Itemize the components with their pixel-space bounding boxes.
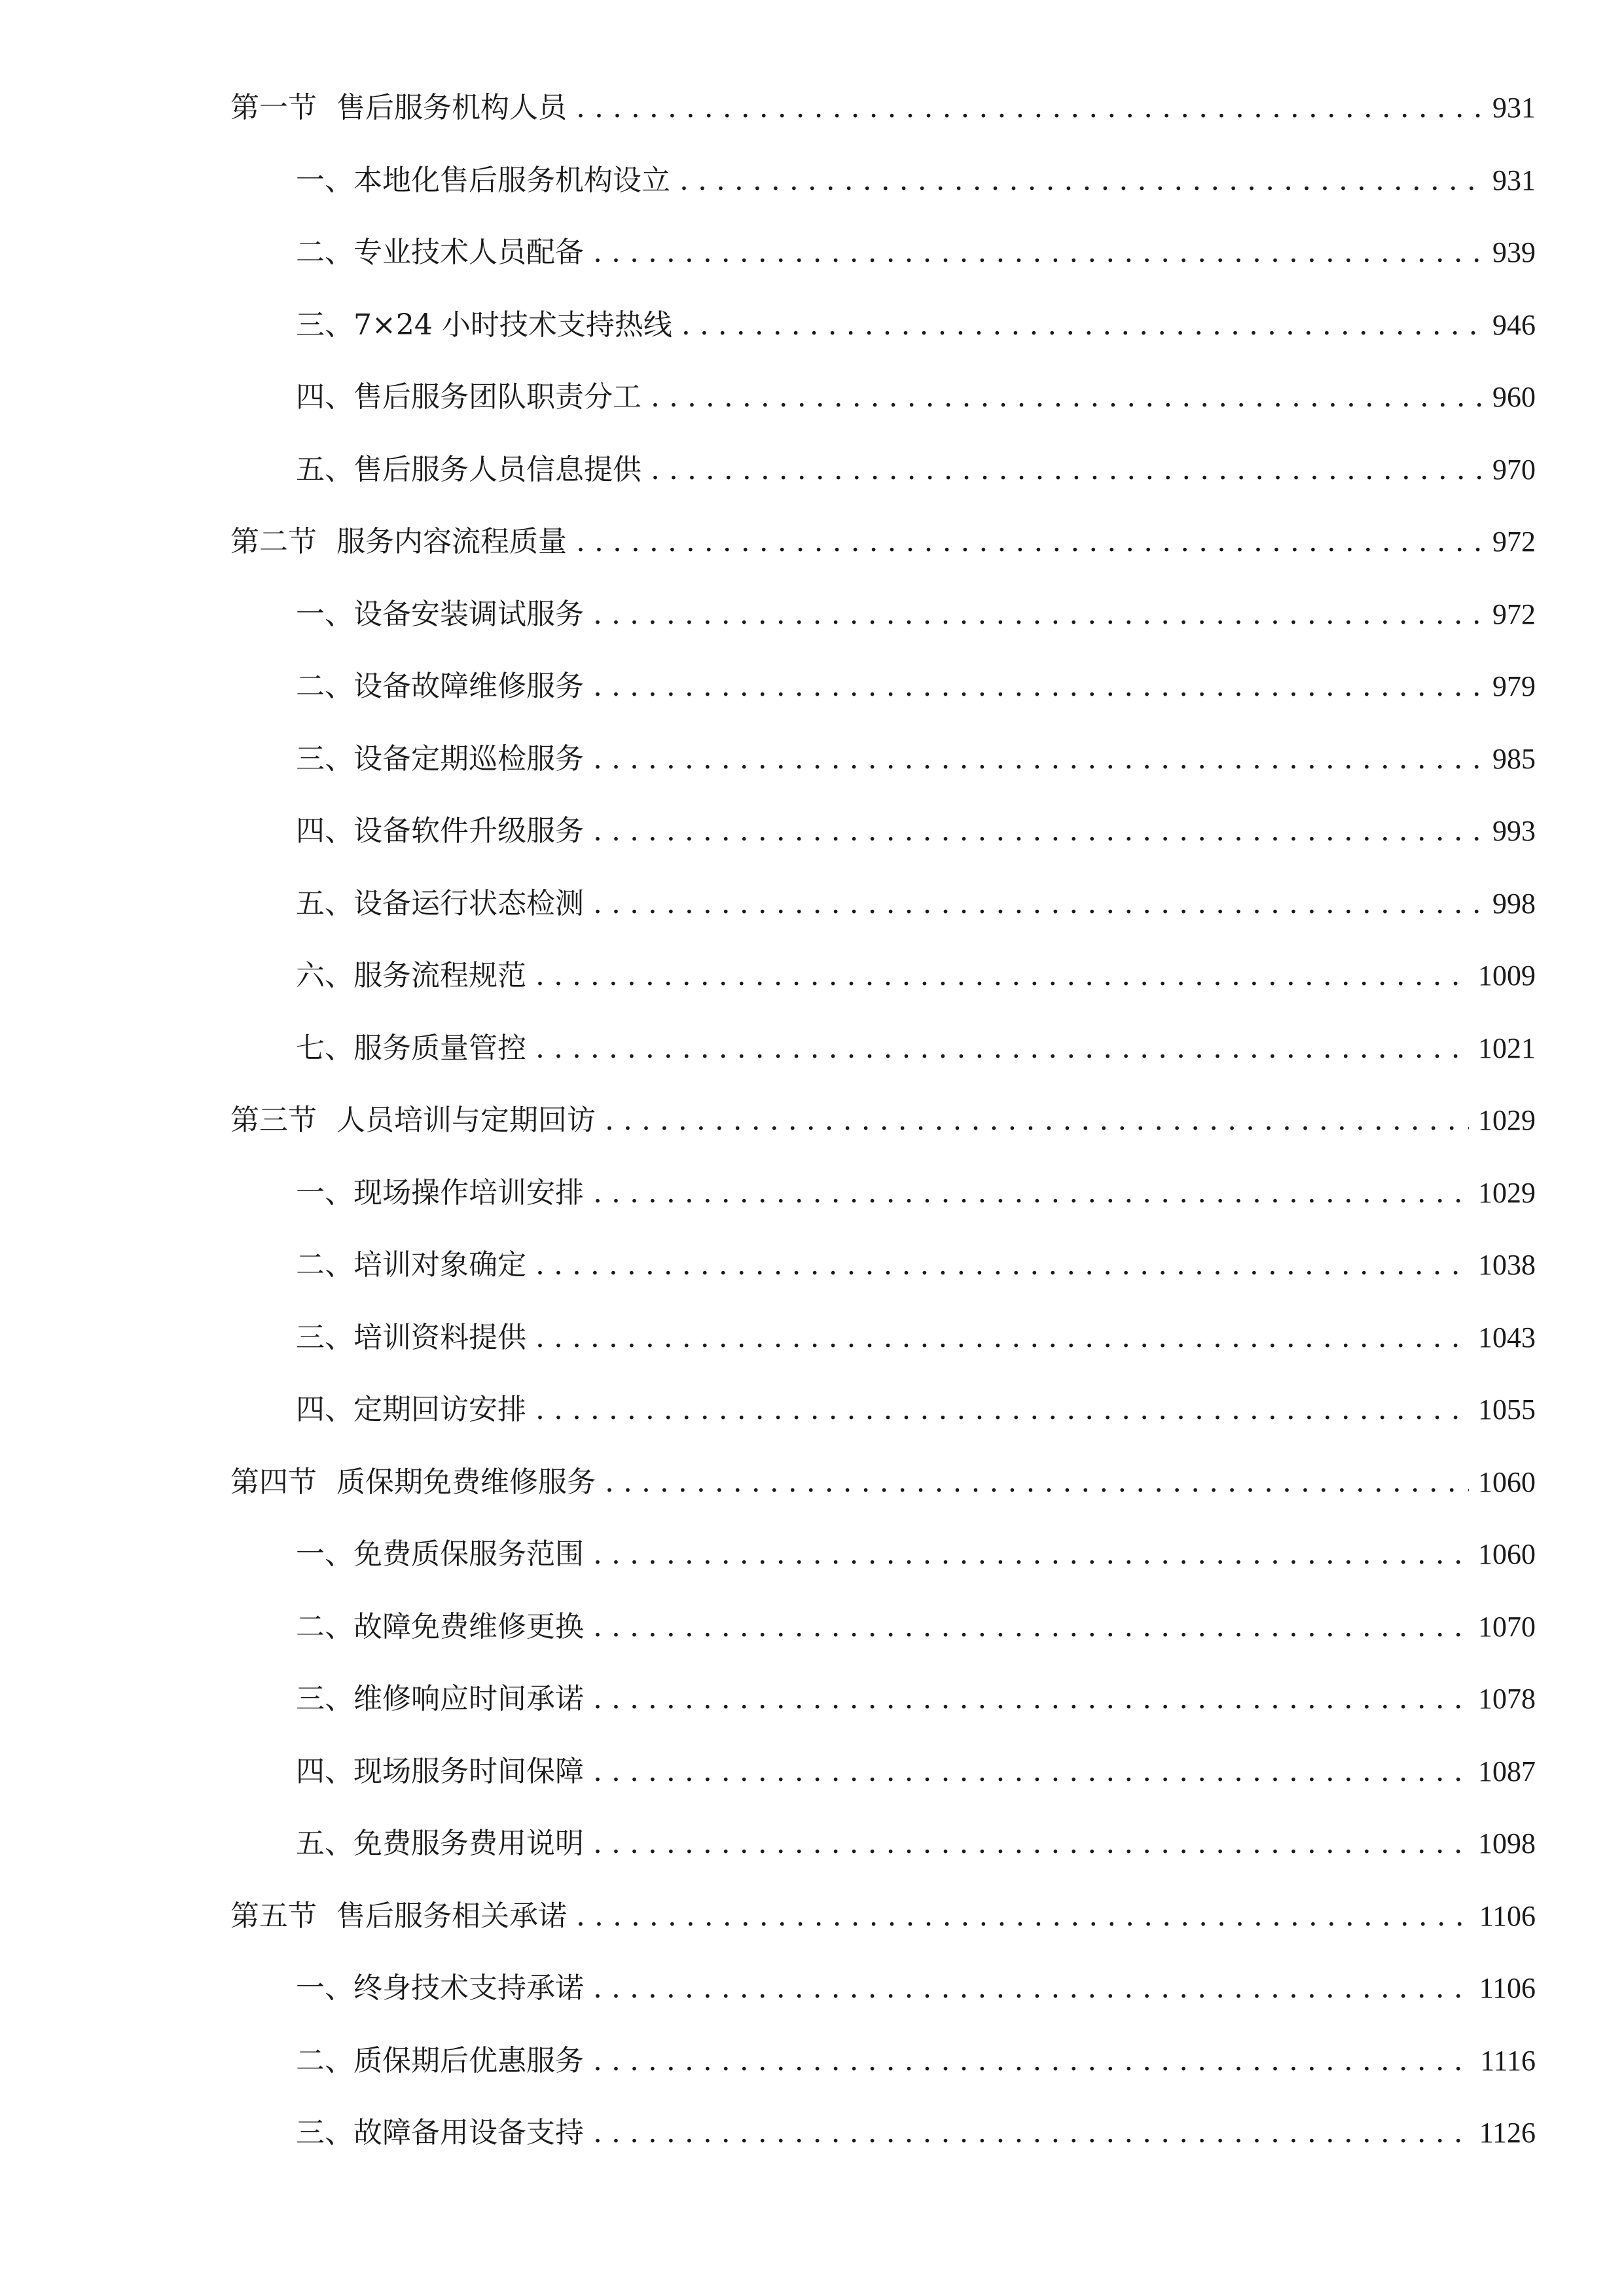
toc-entry-title: 售后服务团队职责分工 <box>353 380 641 414</box>
toc-entry-title: 服务流程规范 <box>353 959 526 992</box>
toc-entry-title: 培训对象确定 <box>353 1248 526 1282</box>
toc-entry-title: 故障免费维修更换 <box>353 1609 584 1643</box>
toc-entry-number: 二、 <box>296 1248 353 1282</box>
dot-leader <box>593 1971 1470 2005</box>
toc-entry-page-number: 1029 <box>1478 1104 1536 1136</box>
dot-leader <box>593 1755 1469 1788</box>
toc-entry-number: 二、 <box>296 236 353 269</box>
toc-entry-page-number: 998 <box>1492 887 1536 920</box>
toc-entry-title: 设备安装调试服务 <box>353 597 584 631</box>
toc-subsection-entry[interactable] <box>230 952 1536 1024</box>
dot-leader <box>593 598 1483 631</box>
dot-leader <box>576 91 1483 124</box>
toc-subsection-entry[interactable] <box>230 735 1536 808</box>
toc-entry-page-number: 931 <box>1492 92 1536 124</box>
toc-subsection-entry[interactable] <box>230 2037 1536 2109</box>
toc-subsection-entry[interactable] <box>230 880 1536 952</box>
toc-entry-title: 免费服务费用说明 <box>353 1827 584 1860</box>
toc-entry-title: 培训资料提供 <box>353 1320 526 1354</box>
table-of-contents <box>230 84 1536 2181</box>
toc-subsection-entry[interactable] <box>230 1169 1536 1242</box>
toc-entry-title: 终身技术支持承诺 <box>353 1971 584 2005</box>
toc-subsection-entry[interactable] <box>230 1748 1536 1820</box>
toc-entry-title: 售后服务相关承诺 <box>336 1899 567 1933</box>
dot-leader <box>679 164 1483 197</box>
toc-entry-page-number: 1087 <box>1478 1755 1536 1787</box>
dot-leader <box>605 1465 1469 1499</box>
toc-entry-title: 定期回访安排 <box>353 1393 526 1426</box>
toc-subsection-entry[interactable] <box>230 1241 1536 1314</box>
toc-entry-page-number: 939 <box>1492 236 1536 268</box>
toc-subsection-entry[interactable] <box>230 156 1536 229</box>
toc-entry-number: 二、 <box>296 2043 353 2077</box>
dot-leader <box>593 1176 1469 1210</box>
toc-section-entry[interactable] <box>230 1892 1536 1965</box>
toc-entry-title: 设备运行状态检测 <box>353 886 584 920</box>
toc-entry-page-number: 1038 <box>1478 1249 1536 1281</box>
dot-leader <box>593 236 1483 269</box>
toc-entry-page-number: 1106 <box>1479 1899 1536 1932</box>
toc-subsection-entry[interactable] <box>230 807 1536 880</box>
toc-entry-title: 售后服务人员信息提供 <box>353 452 641 486</box>
toc-entry-title: 故障备用设备支持 <box>353 2116 584 2149</box>
toc-section-entry[interactable] <box>230 1458 1536 1531</box>
toc-entry-page-number: 979 <box>1492 670 1536 702</box>
toc-subsection-entry[interactable] <box>230 1530 1536 1603</box>
toc-entry-number: 四、 <box>296 1754 353 1788</box>
dot-leader <box>593 2116 1470 2149</box>
toc-subsection-entry[interactable] <box>230 1675 1536 1748</box>
dot-leader <box>593 1682 1469 1715</box>
dot-leader <box>593 742 1483 776</box>
toc-entry-number: 三、 <box>296 308 353 342</box>
dot-leader <box>535 1031 1469 1065</box>
toc-entry-page-number: 931 <box>1492 164 1536 196</box>
toc-entry-title: 现场服务时间保障 <box>353 1754 584 1788</box>
toc-subsection-entry[interactable] <box>230 446 1536 518</box>
toc-entry-page-number: 1055 <box>1478 1393 1536 1426</box>
toc-entry-title: 免费质保服务范围 <box>353 1537 584 1571</box>
toc-entry-title: 设备故障维修服务 <box>353 670 584 703</box>
toc-entry-page-number: 1070 <box>1478 1610 1536 1643</box>
dot-leader <box>535 1393 1469 1426</box>
toc-subsection-entry[interactable] <box>230 228 1536 301</box>
dot-leader <box>651 453 1483 486</box>
toc-entry-page-number: 960 <box>1492 381 1536 413</box>
dot-leader <box>576 1899 1470 1933</box>
toc-entry-number: 四、 <box>296 1393 353 1426</box>
toc-subsection-entry[interactable] <box>230 373 1536 446</box>
dot-leader <box>576 525 1483 558</box>
toc-entry-number: 六、 <box>296 959 353 992</box>
toc-entry-title: 人员培训与定期回访 <box>336 1103 596 1137</box>
toc-entry-number: 第四节 <box>230 1465 317 1499</box>
toc-subsection-entry[interactable] <box>230 662 1536 735</box>
toc-entry-number: 一、 <box>296 597 353 631</box>
toc-entry-number: 五、 <box>296 1827 353 1860</box>
toc-entry-title: 设备软件升级服务 <box>353 814 584 848</box>
toc-entry-page-number: 970 <box>1492 453 1536 486</box>
toc-entry-page-number: 1009 <box>1478 960 1536 992</box>
dot-leader <box>593 1610 1469 1643</box>
toc-entry-page-number: 1060 <box>1478 1465 1536 1498</box>
toc-entry-number: 三、 <box>296 1320 353 1354</box>
toc-entry-number: 二、 <box>296 670 353 703</box>
toc-entry-number: 三、 <box>296 742 353 776</box>
dot-leader <box>651 380 1483 414</box>
toc-section-entry[interactable] <box>230 1096 1536 1169</box>
toc-entry-number: 第五节 <box>230 1899 317 1933</box>
toc-entry-page-number: 1021 <box>1478 1031 1536 1064</box>
toc-entry-number: 四、 <box>296 814 353 848</box>
toc-entry-page-number: 1106 <box>1479 1972 1536 2004</box>
toc-entry-title: 本地化售后服务机构设立 <box>353 163 670 197</box>
toc-subsection-entry[interactable] <box>230 2109 1536 2181</box>
toc-entry-title: 售后服务机构人员 <box>336 91 567 124</box>
toc-entry-number: 第二节 <box>230 525 317 558</box>
toc-entry-page-number: 1116 <box>1480 2044 1536 2077</box>
toc-entry-page-number: 972 <box>1492 526 1536 558</box>
toc-entry-title: 专业技术人员配备 <box>353 236 584 269</box>
toc-entry-number: 五、 <box>296 886 353 920</box>
toc-subsection-entry[interactable] <box>230 1820 1536 1892</box>
dot-leader <box>593 814 1483 848</box>
toc-entry-number: 第一节 <box>230 91 317 124</box>
toc-entry-title: 质保期免费维修服务 <box>336 1465 596 1499</box>
toc-entry-title: 7×24 小时技术支持热线 <box>353 308 672 342</box>
toc-entry-page-number: 1098 <box>1478 1827 1536 1859</box>
toc-entry-title: 服务质量管控 <box>353 1031 526 1065</box>
toc-entry-title: 服务内容流程质量 <box>336 525 567 558</box>
dot-leader <box>593 1827 1469 1860</box>
toc-entry-number: 第三节 <box>230 1103 317 1137</box>
toc-entry-page-number: 993 <box>1492 815 1536 847</box>
toc-entry-page-number: 972 <box>1492 598 1536 630</box>
toc-entry-page-number: 1029 <box>1478 1176 1536 1209</box>
toc-entry-number: 二、 <box>296 1609 353 1643</box>
toc-subsection-entry[interactable] <box>230 1964 1536 2037</box>
dot-leader <box>535 959 1469 992</box>
toc-entry-title: 设备定期巡检服务 <box>353 742 584 776</box>
toc-entry-number: 五、 <box>296 452 353 486</box>
dot-leader <box>593 1537 1469 1571</box>
dot-leader <box>593 670 1483 703</box>
toc-subsection-entry[interactable] <box>230 1024 1536 1097</box>
toc-entry-number: 一、 <box>296 1175 353 1210</box>
dot-leader <box>593 887 1483 920</box>
toc-subsection-entry[interactable] <box>230 1314 1536 1386</box>
toc-subsection-entry[interactable] <box>230 590 1536 663</box>
toc-entry-number: 七、 <box>296 1031 353 1065</box>
toc-entry-page-number: 985 <box>1492 742 1536 775</box>
toc-entry-number: 四、 <box>296 380 353 414</box>
dot-leader <box>535 1321 1469 1354</box>
toc-entry-page-number: 1060 <box>1478 1538 1536 1570</box>
toc-entry-page-number: 1078 <box>1478 1683 1536 1715</box>
toc-entry-number: 一、 <box>296 1971 353 2005</box>
toc-subsection-entry[interactable] <box>230 1386 1536 1458</box>
toc-entry-page-number: 1043 <box>1478 1321 1536 1354</box>
toc-entry-title: 维修响应时间承诺 <box>353 1682 584 1715</box>
toc-subsection-entry[interactable] <box>230 301 1536 374</box>
toc-entry-number: 一、 <box>296 163 353 197</box>
toc-entry-title: 质保期后优惠服务 <box>353 2043 584 2077</box>
toc-entry-number: 一、 <box>296 1537 353 1571</box>
toc-entry-title: 现场操作培训安排 <box>353 1175 584 1210</box>
dot-leader <box>535 1248 1469 1282</box>
dot-leader <box>681 308 1483 342</box>
toc-entry-number: 三、 <box>296 2116 353 2149</box>
toc-section-entry[interactable] <box>230 84 1536 156</box>
toc-section-entry[interactable] <box>230 518 1536 590</box>
toc-entry-number: 三、 <box>296 1682 353 1715</box>
toc-entry-page-number: 946 <box>1492 308 1536 341</box>
toc-entry-page-number: 1126 <box>1479 2117 1536 2149</box>
dot-leader <box>593 2044 1471 2077</box>
toc-subsection-entry[interactable] <box>230 1603 1536 1676</box>
dot-leader <box>605 1103 1469 1137</box>
